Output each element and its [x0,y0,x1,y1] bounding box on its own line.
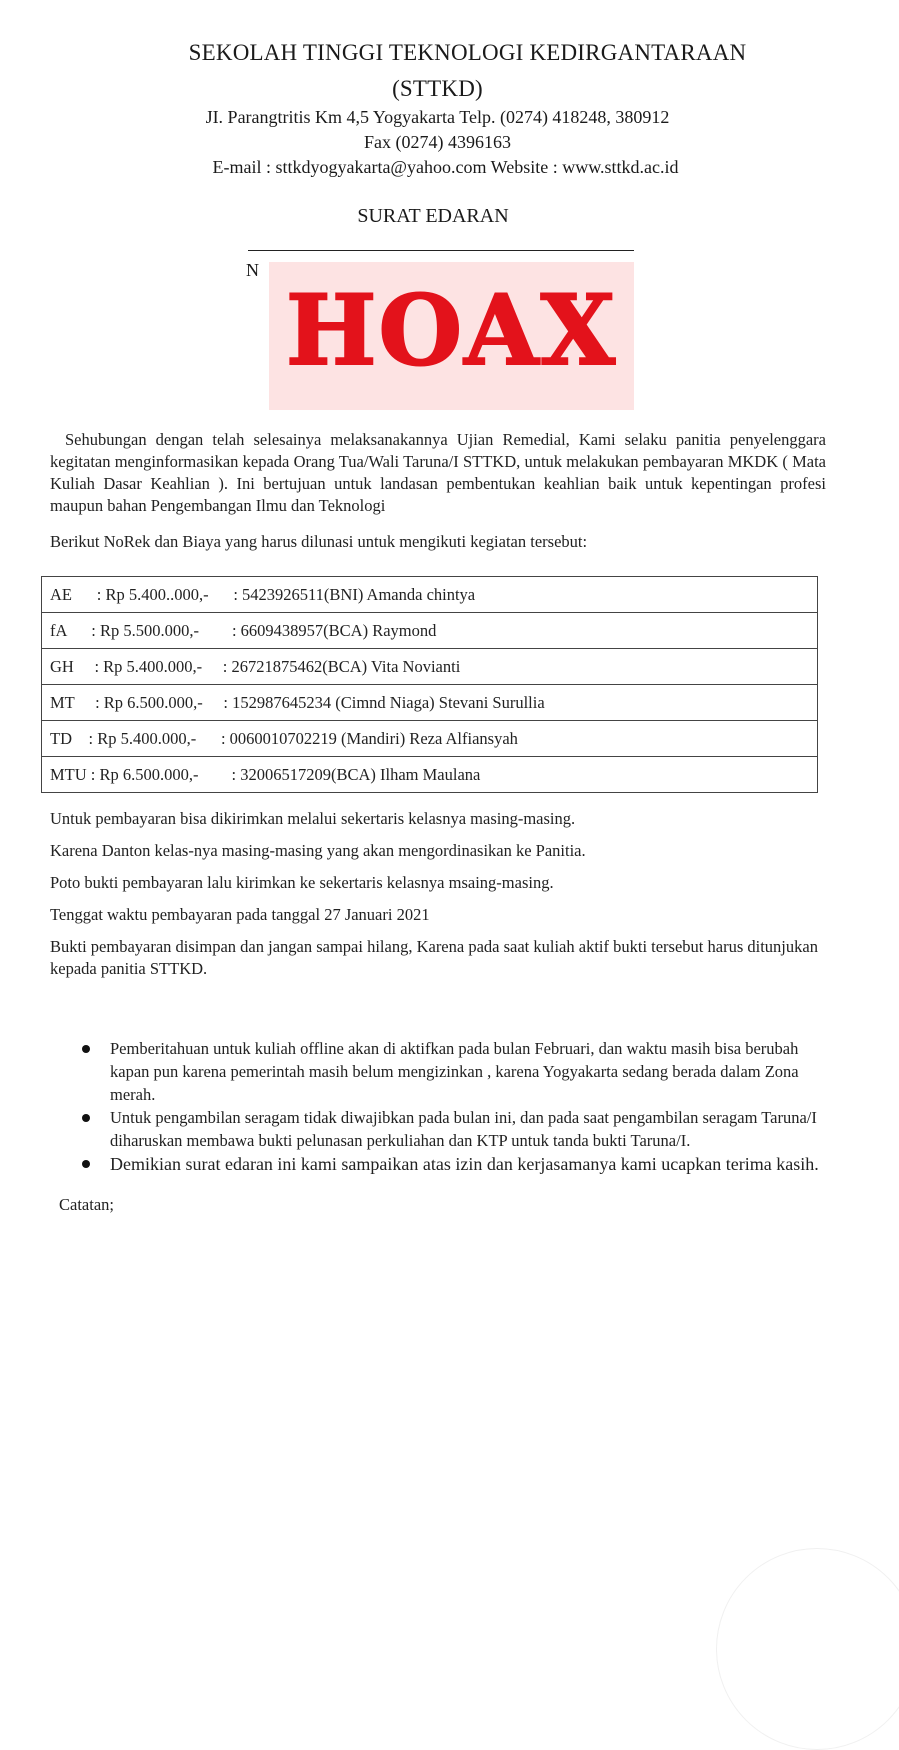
payment-cell: GH : Rp 5.400.000,- : 26721875462(BCA) Vita Novianti [42,649,818,685]
note-text: Demikian surat edaran ini kami sampaikan atas izin dan kerjasamanya kami ucapkan terima kasih. [110,1154,819,1174]
payment-cell: AE : Rp 5.400..000,- : 5423926511(BNI) Amanda chintya [42,577,818,613]
institution-name: SEKOLAH TINGGI TEKNOLOGI KEDIRGANTARAAN [188,40,747,65]
note-text: Pemberitahuan untuk kuliah offline akan di aktifkan pada bulan Februari, dan waktu masih bisa berubah kapan pun karena pemerintah masih belum mengizinkan , karena Yogyakarta sedang berada dalam Zona merah. [110,1039,799,1104]
table-row [42,757,818,793]
institution-address: JI. Parangtritis Km 4,5 Yogyakarta Telp. (0274) 418248, 380912 [205,107,670,127]
institution-fax: Fax (0274) 4396163 [364,132,511,152]
scroll-indicator-arc [716,1548,899,1750]
hoax-stamp [269,262,634,410]
table-row [42,613,818,649]
instruction-line: Bukti pembayaran disimpan dan jangan sampai hilang, Karena pada saat kuliah aktif bukti tersebut harus ditunjukan kepada panitia STTKD. [50,937,818,978]
institution-abbreviation: (STTKD) [392,76,483,101]
instruction-line: Karena Danton kelas-nya masing-masing yang akan mengordinasikan ke Panitia. [50,841,586,860]
table-row [42,721,818,757]
letter-number-left-fragment: N [246,260,259,280]
document-title: SURAT EDARAN [357,205,509,227]
table-intro: Berikut NoRek dan Biaya yang harus dilunasi untuk mengikuti kegiatan tersebut: [50,532,588,551]
instruction-line: Untuk pembayaran bisa dikirimkan melalui sekertaris kelasnya masing-masing. [50,809,576,828]
hoax-stamp-text: HOAX [285,274,618,387]
payment-cell: MTU : Rp 6.500.000,- : 32006517209(BCA) Ilham Maulana [42,757,818,793]
list-item [80,1152,840,1177]
instruction-line: Tenggat waktu pembayaran pada tanggal 27 Januari 2021 [50,905,430,924]
list-item [80,1037,840,1106]
intro-paragraph [50,429,826,517]
table-row [42,577,818,613]
bullet-icon [82,1160,90,1168]
institution-contact: E-mail : sttkdyogyakarta@yahoo.com Website : www.sttkd.ac.id [212,157,679,177]
footer-label: Catatan; [59,1195,114,1214]
list-item [80,1106,840,1152]
bullet-icon [82,1114,90,1122]
title-underline [248,250,634,251]
payment-table [41,576,818,793]
table-row [42,649,818,685]
payment-cell: fA : Rp 5.500.000,- : 6609438957(BCA) Raymond [42,613,818,649]
intro-text: Sehubungan dengan telah selesainya melaksanakannya Ujian Remedial, Kami selaku panitia penyelenggara kegitatan menginformasikan kepada Orang Tua/Wali Taruna/I STTKD, untuk melakukan pembayaran MKDK ( Mata Kuliah Dasar Keahlian ). Ini bertujuan untuk landasan pembentukan keahlian baik untuk kepentingan profesi maupun bahan Pengembangan Ilmu dan Teknologi [50,430,826,515]
table-row [42,685,818,721]
payment-cell: MT : Rp 6.500.000,- : 152987645234 (Cimnd Niaga) Stevani Surullia [42,685,818,721]
note-text: Untuk pengambilan seragam tidak diwajibkan pada bulan ini, dan pada saat pengambilan seragam Taruna/I diharuskan membawa bukti pelunasan perkuliahan dan KTP untuk tanda bukti Taruna/I. [110,1108,817,1150]
instruction-line: Poto bukti pembayaran lalu kirimkan ke sekertaris kelasnya msaing-masing. [50,873,554,892]
notes-list [80,1037,840,1177]
bullet-icon [82,1045,90,1053]
payment-cell: TD : Rp 5.400.000,- : 0060010702219 (Mandiri) Reza Alfiansyah [42,721,818,757]
